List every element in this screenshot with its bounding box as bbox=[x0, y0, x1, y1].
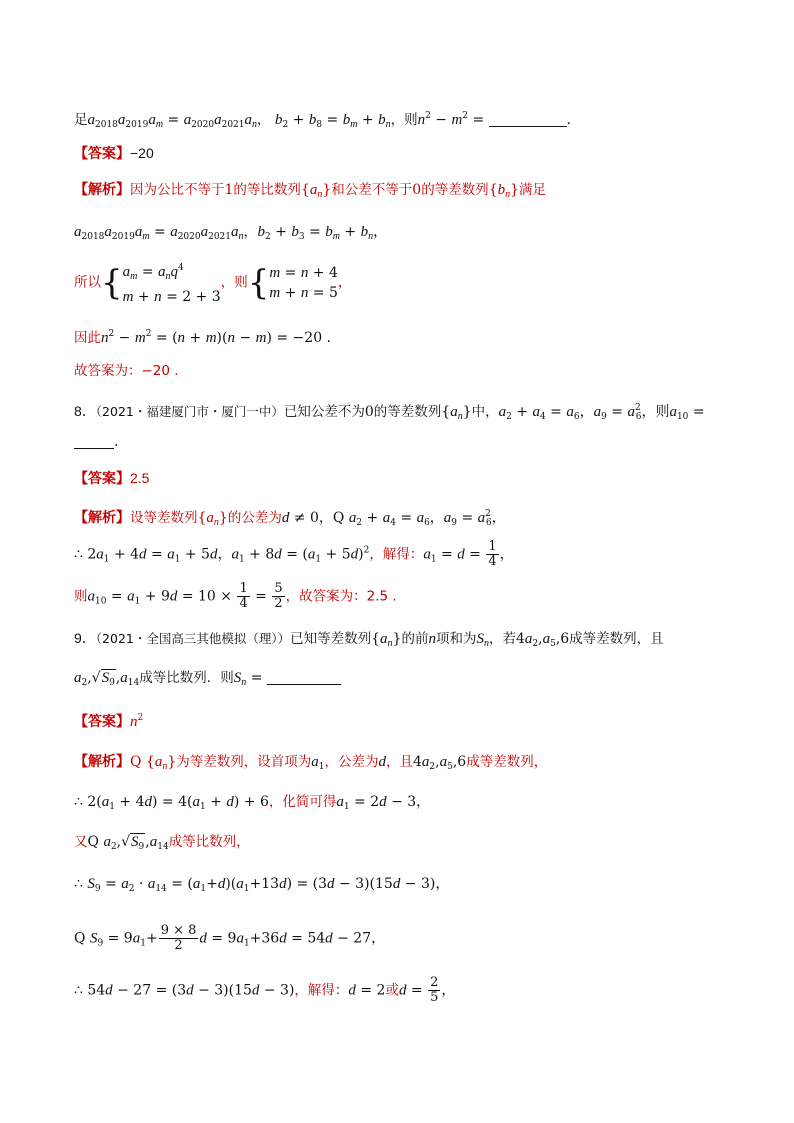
q9-analysis-line6: ∴ 54d − 27 = (3d − 3)(15d − 3)，解得：d = 2或d = $\frac{2}{5}$ ， bbox=[74, 975, 456, 1005]
q9-analysis-line4: ∴ $S_9 = a_2 \cdot a_{14} = (a_1+d)(a_1+13d) = (3d - 3)(15d - 3)$， bbox=[74, 876, 450, 894]
q7-analysis-therefore: 因此$n^2 - m^2 = (n + m)(n - m) = -20$ . bbox=[74, 329, 332, 346]
q9-question-line2: $a_2,√S_9,a_{14}$成等比数列．则$S_n$ = bbox=[74, 668, 754, 693]
q7-analysis-line2: $a_{2018}a_{2019}a_m = a_{2020}a_{2021}a_n$，$b_2 + b_3 = b_m + b_n$， bbox=[74, 224, 388, 242]
answer-blank bbox=[74, 434, 114, 449]
problem-continuation: 足$a_{2018}a_{2019}a_m = a_{2020}a_{2021}a_n$， $b_2 + b_8 = b_m + b_n$，则$n^2 - m^2$ = . bbox=[74, 111, 572, 130]
q7-analysis-system: 所以{$a_m = a_nq^4$ m + n = 2 + 3，则{m = n + 4 m + n = 5， bbox=[74, 262, 352, 305]
q9-question-line1: 9．（2021・全国高三其他模拟（理））已知等差数列$\{a_n\}$的前n项和为$S_n$，若$4a_2,a_5,6$成等差数列，且 bbox=[74, 630, 664, 649]
answer-blank bbox=[267, 670, 341, 685]
q8-answer: 【答案】2.5 bbox=[74, 470, 150, 487]
q8-analysis-line2: ∴ $2a_1 + 4d = a_1 + 5d$，$a_1 + 8d = (a_1 + 5d)^2$，解得：$a_1 = d$ = $\frac{1}{4}$ ， bbox=[74, 539, 514, 569]
q7-analysis-line1: 【解析】因为公比不等于1的等比数列$\{a_n\}$和公差不等于0的等差数列$\{b_n\}$满足 bbox=[74, 182, 547, 200]
q9-answer: 【答案】$n^2$ bbox=[74, 713, 144, 730]
q8-blank-line: . bbox=[74, 432, 754, 452]
q8-analysis-line1: 【解析】设等差数列$\{a_n\}$的公差为d ≠ 0，Q $a_2 + a_4 = a_6$，$a_9 = a^2_6$， bbox=[74, 509, 506, 528]
q8-question-line1: 8．（2021・福建厦门市・厦门一中）已知公差不为0的等差数列$\{a_n\}$中，$a_2 + a_4 = a_6$，$a_9 = a^2_6$，则$a_{10}$ = bbox=[74, 403, 705, 422]
q9-analysis-line2: ∴ $2(a_1 + 4d) = 4(a_1 + d) + 6$，化简可得$a_1 = 2d - 3$， bbox=[74, 794, 431, 812]
q9-analysis-line1: 【解析】Q $\{a_n\}$为等差数列，设首项为$a_1$，公差为d，且$4a_2,a_5,6$成等差数列， bbox=[74, 754, 548, 772]
answer-blank bbox=[489, 112, 567, 127]
q7-final: 故答案为：−20 . bbox=[74, 363, 179, 379]
q9-analysis-line5: Q $S_9 = 9a_1+$ $\frac{9 \times 8}{2}$ $d = 9a_1+36d = 54d - 27$， bbox=[74, 923, 386, 953]
q7-answer: 【答案】−20 bbox=[74, 145, 154, 162]
q9-analysis-line3: 又Q $a_2,√S_9,a_{14}$成等比数列， bbox=[74, 834, 250, 852]
q8-analysis-line3: 则$a_{10} = a_1 + 9d = 10$ × $\frac{1}{4}$ = $\frac{5}{2}$ ，故答案为：2.5 . bbox=[74, 581, 397, 611]
